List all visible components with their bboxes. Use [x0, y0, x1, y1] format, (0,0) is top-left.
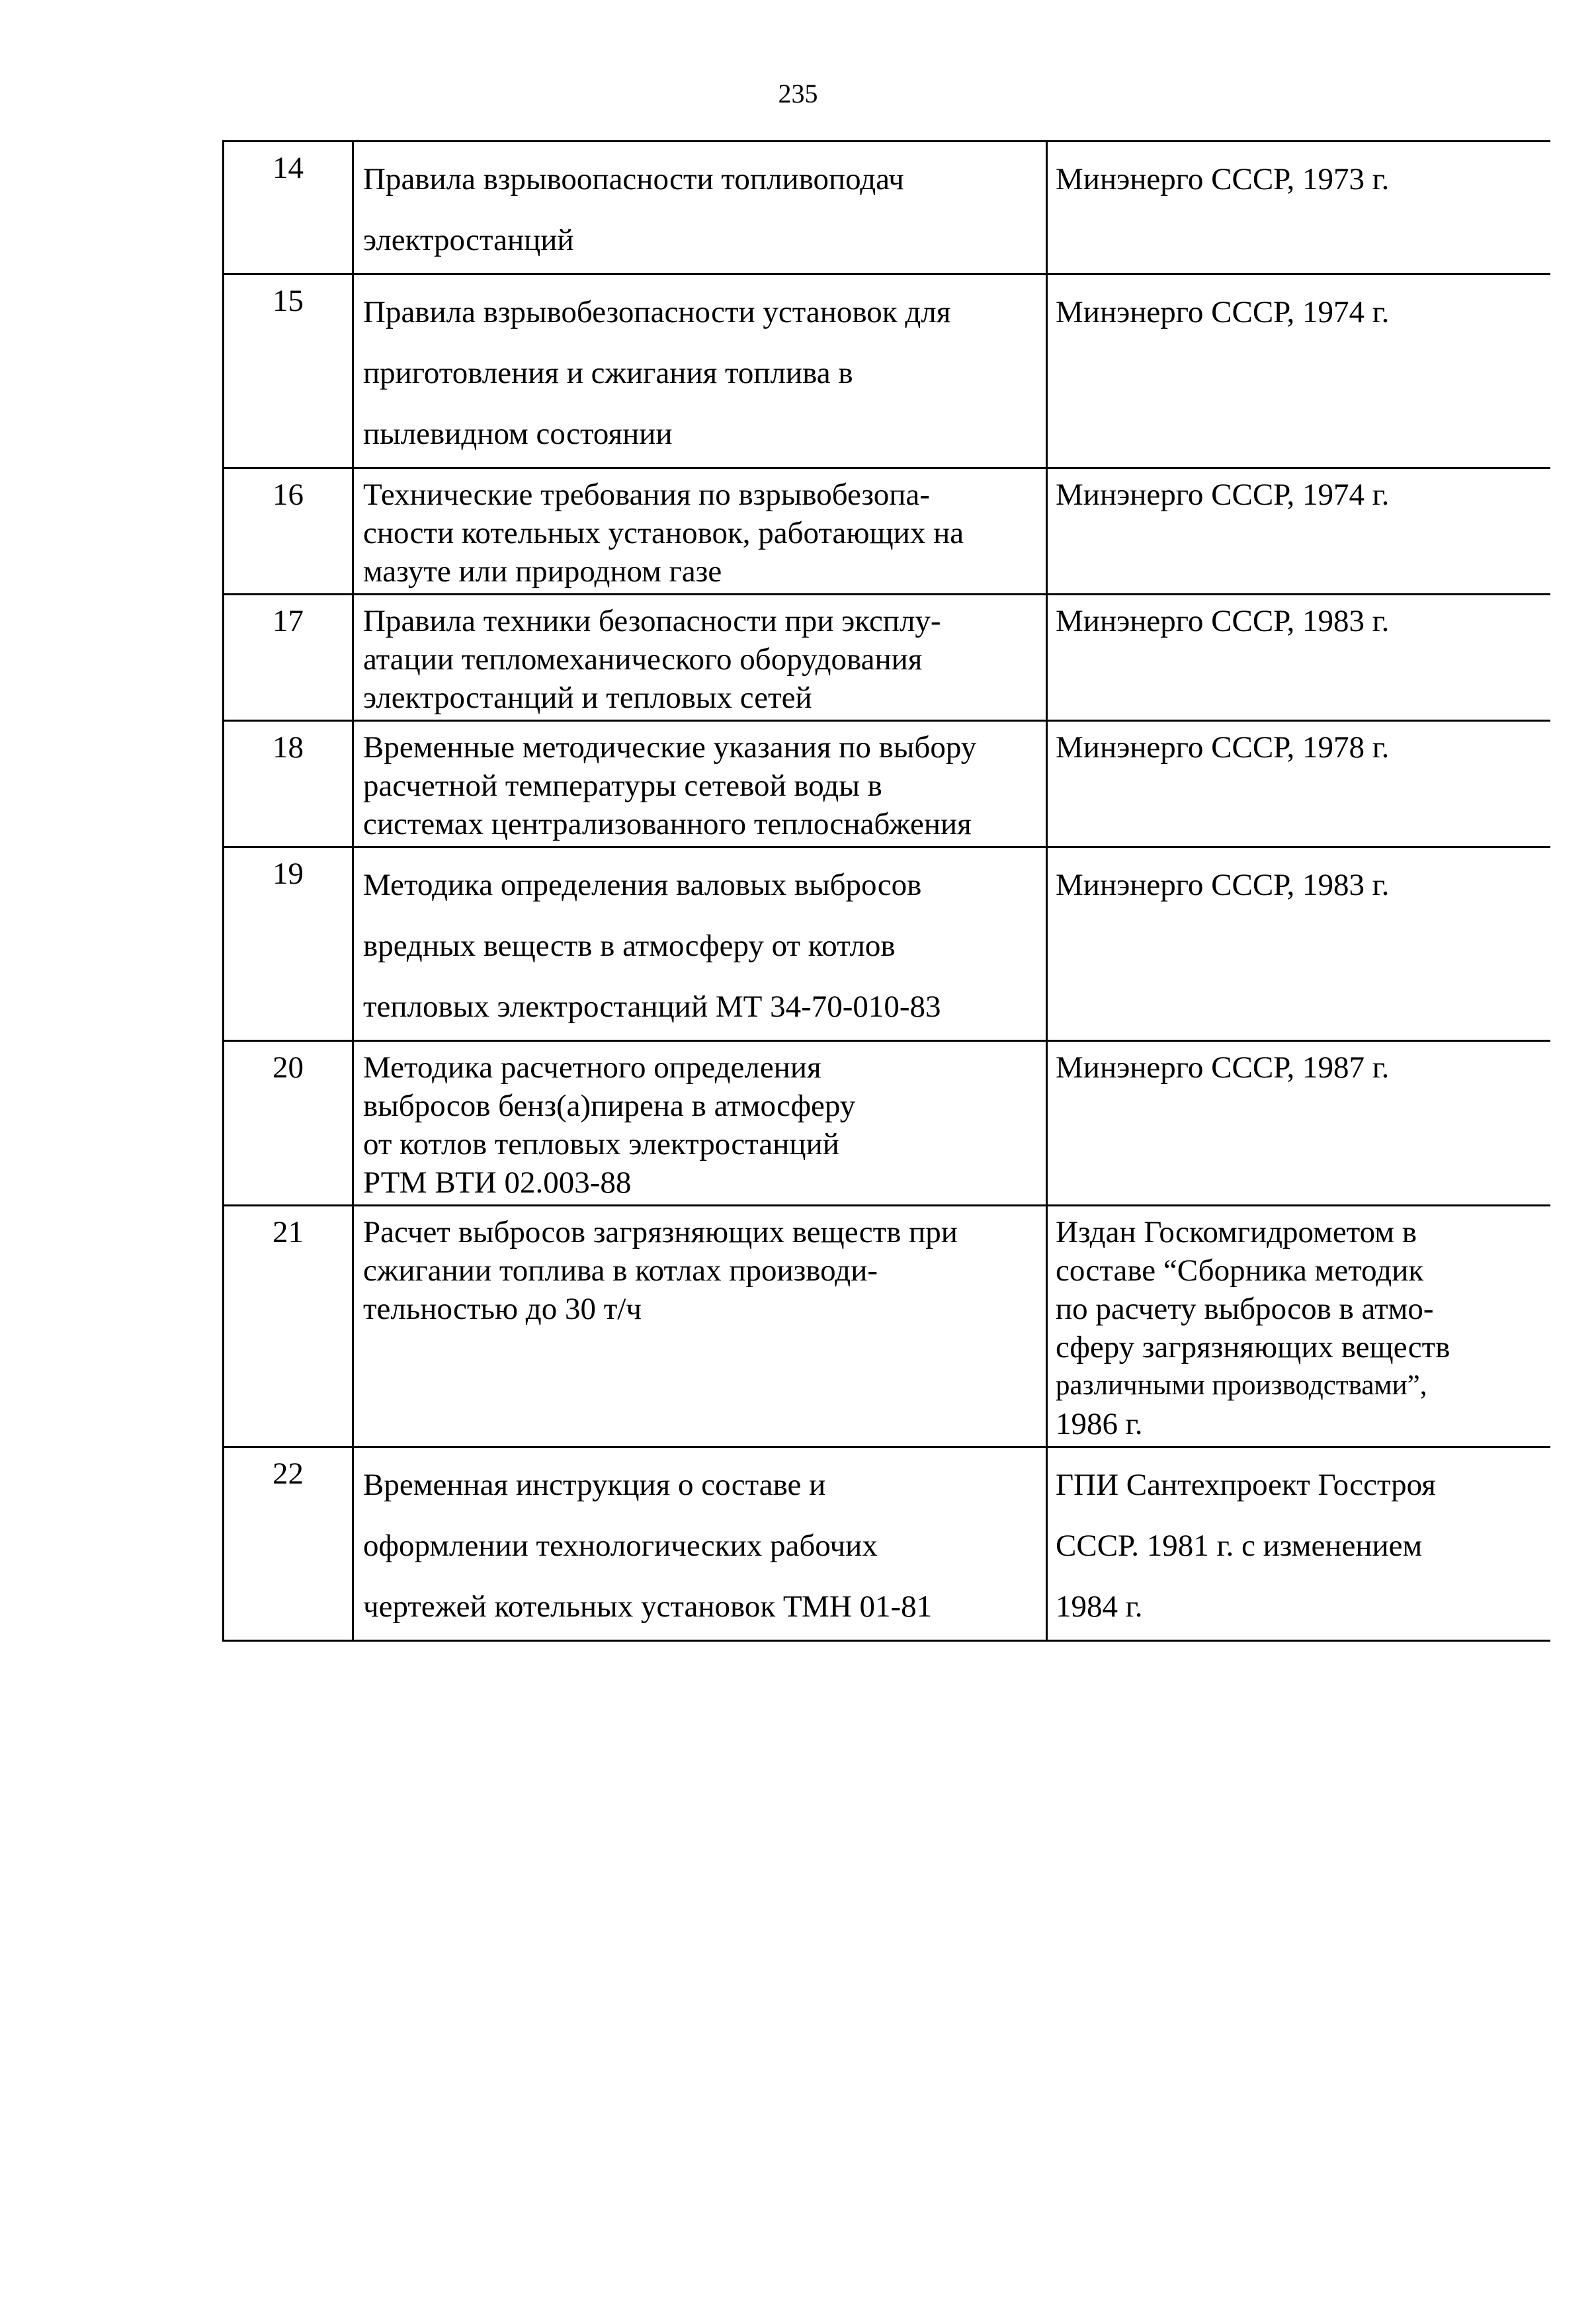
row-number: 21 — [224, 1206, 353, 1447]
table-row — [224, 847, 1550, 1041]
title-line: расчетной температуры сетевой воды в — [363, 769, 882, 803]
issuer-cell — [1047, 595, 1550, 721]
issuer-cell — [1047, 847, 1550, 1041]
row-number: 16 — [224, 468, 353, 595]
issuer-line: Минэнерго СССР, 1974 г. — [1056, 295, 1390, 329]
title-line: электростанций — [363, 223, 574, 257]
title-line: Методика расчетного определения — [363, 1050, 821, 1085]
title-line: выбросов бенз(а)пирена в атмосферу — [363, 1089, 856, 1123]
title-line: пылевидном состоянии — [363, 417, 673, 451]
title-line: Правила взрывоопасности топливоподач — [363, 162, 904, 196]
table-row — [224, 1041, 1550, 1206]
regulations-table — [222, 140, 1550, 1642]
issuer-line: 1986 г. — [1056, 1407, 1143, 1441]
title-line: тельностью до 30 т/ч — [363, 1292, 642, 1326]
title-line: Правила техники безопасности при эксплу- — [363, 604, 941, 638]
title-line: чертежей котельных установок ТМН 01-81 — [363, 1589, 933, 1624]
issuer-cell — [1047, 1447, 1550, 1641]
title-line: мазуте или природном газе — [363, 554, 722, 589]
title-line: Временные методические указания по выбору — [363, 730, 977, 765]
issuer-line: Минэнерго СССР, 1987 г. — [1056, 1050, 1390, 1085]
table-row — [224, 142, 1550, 274]
row-number: 22 — [224, 1447, 353, 1641]
title-line: Технические требования по взрывобезопа- — [363, 478, 930, 512]
title-line: атации тепломеханического оборудования — [363, 642, 923, 677]
issuer-cell — [1047, 142, 1550, 274]
title-line: тепловых электростанций МТ 34-70-010-83 — [363, 989, 941, 1024]
issuer-line: Минэнерго СССР, 1974 г. — [1056, 478, 1390, 512]
title-line: Расчет выбросов загрязняющих веществ при — [363, 1215, 958, 1249]
issuer-line: Минэнерго СССР, 1973 г. — [1056, 162, 1390, 196]
issuer-line: составе “Сборника методик — [1056, 1253, 1424, 1288]
row-number: 20 — [224, 1041, 353, 1206]
row-number: 18 — [224, 721, 353, 847]
title-line: электростанций и тепловых сетей — [363, 681, 812, 715]
title-line: Правила взрывобезопасности установок для — [363, 295, 951, 329]
issuer-cell — [1047, 274, 1550, 468]
table-row — [224, 721, 1550, 847]
document-title-cell — [353, 274, 1047, 468]
issuer-cell — [1047, 1206, 1550, 1447]
title-line: оформлении технологических рабочих — [363, 1529, 878, 1563]
document-title-cell — [353, 1447, 1047, 1641]
table-row — [224, 274, 1550, 468]
title-line: от котлов тепловых электростанций — [363, 1127, 839, 1161]
table-row — [224, 468, 1550, 595]
issuer-line: Минэнерго СССР, 1978 г. — [1056, 730, 1390, 765]
document-title-cell — [353, 468, 1047, 595]
document-title-cell — [353, 1041, 1047, 1206]
title-line: системах централизованного теплоснабжения — [363, 807, 972, 841]
document-title-cell — [353, 721, 1047, 847]
issuer-line: по расчету выбросов в атмо- — [1056, 1292, 1434, 1326]
issuer-cell — [1047, 468, 1550, 595]
table-row — [224, 1447, 1550, 1641]
document-title-cell — [353, 595, 1047, 721]
title-line: сности котельных установок, работающих на — [363, 516, 964, 550]
issuer-line: Минэнерго СССР, 1983 г. — [1056, 604, 1390, 638]
row-number: 14 — [224, 142, 353, 274]
issuer-line: СССР. 1981 г. с изменением — [1056, 1529, 1423, 1563]
table-body — [224, 142, 1550, 1641]
document-title-cell — [353, 1206, 1047, 1447]
issuer-line: Издан Госкомгидрометом в — [1056, 1215, 1417, 1249]
issuer-line: различными производствами”, — [1056, 1370, 1427, 1401]
row-number: 17 — [224, 595, 353, 721]
title-line: РТМ ВТИ 02.003-88 — [363, 1165, 632, 1200]
issuer-cell — [1047, 721, 1550, 847]
title-line: приготовления и сжигания топлива в — [363, 356, 853, 390]
issuer-line: Минэнерго СССР, 1983 г. — [1056, 868, 1390, 902]
document-title-cell — [353, 142, 1047, 274]
document-title-cell — [353, 847, 1047, 1041]
table-row — [224, 1206, 1550, 1447]
row-number: 15 — [224, 274, 353, 468]
title-line: Методика определения валовых выбросов — [363, 868, 922, 902]
table-row — [224, 595, 1550, 721]
issuer-line: сферу загрязняющих веществ — [1056, 1330, 1450, 1365]
title-line: вредных веществ в атмосферу от котлов — [363, 929, 896, 963]
issuer-line: 1984 г. — [1056, 1589, 1143, 1624]
title-line: сжигании топлива в котлах производи- — [363, 1253, 878, 1288]
issuer-cell — [1047, 1041, 1550, 1206]
page-number: 235 — [778, 79, 818, 108]
row-number: 19 — [224, 847, 353, 1041]
title-line: Временная инструкция о составе и — [363, 1468, 826, 1502]
issuer-line: ГПИ Сантехпроект Госстроя — [1056, 1468, 1436, 1502]
